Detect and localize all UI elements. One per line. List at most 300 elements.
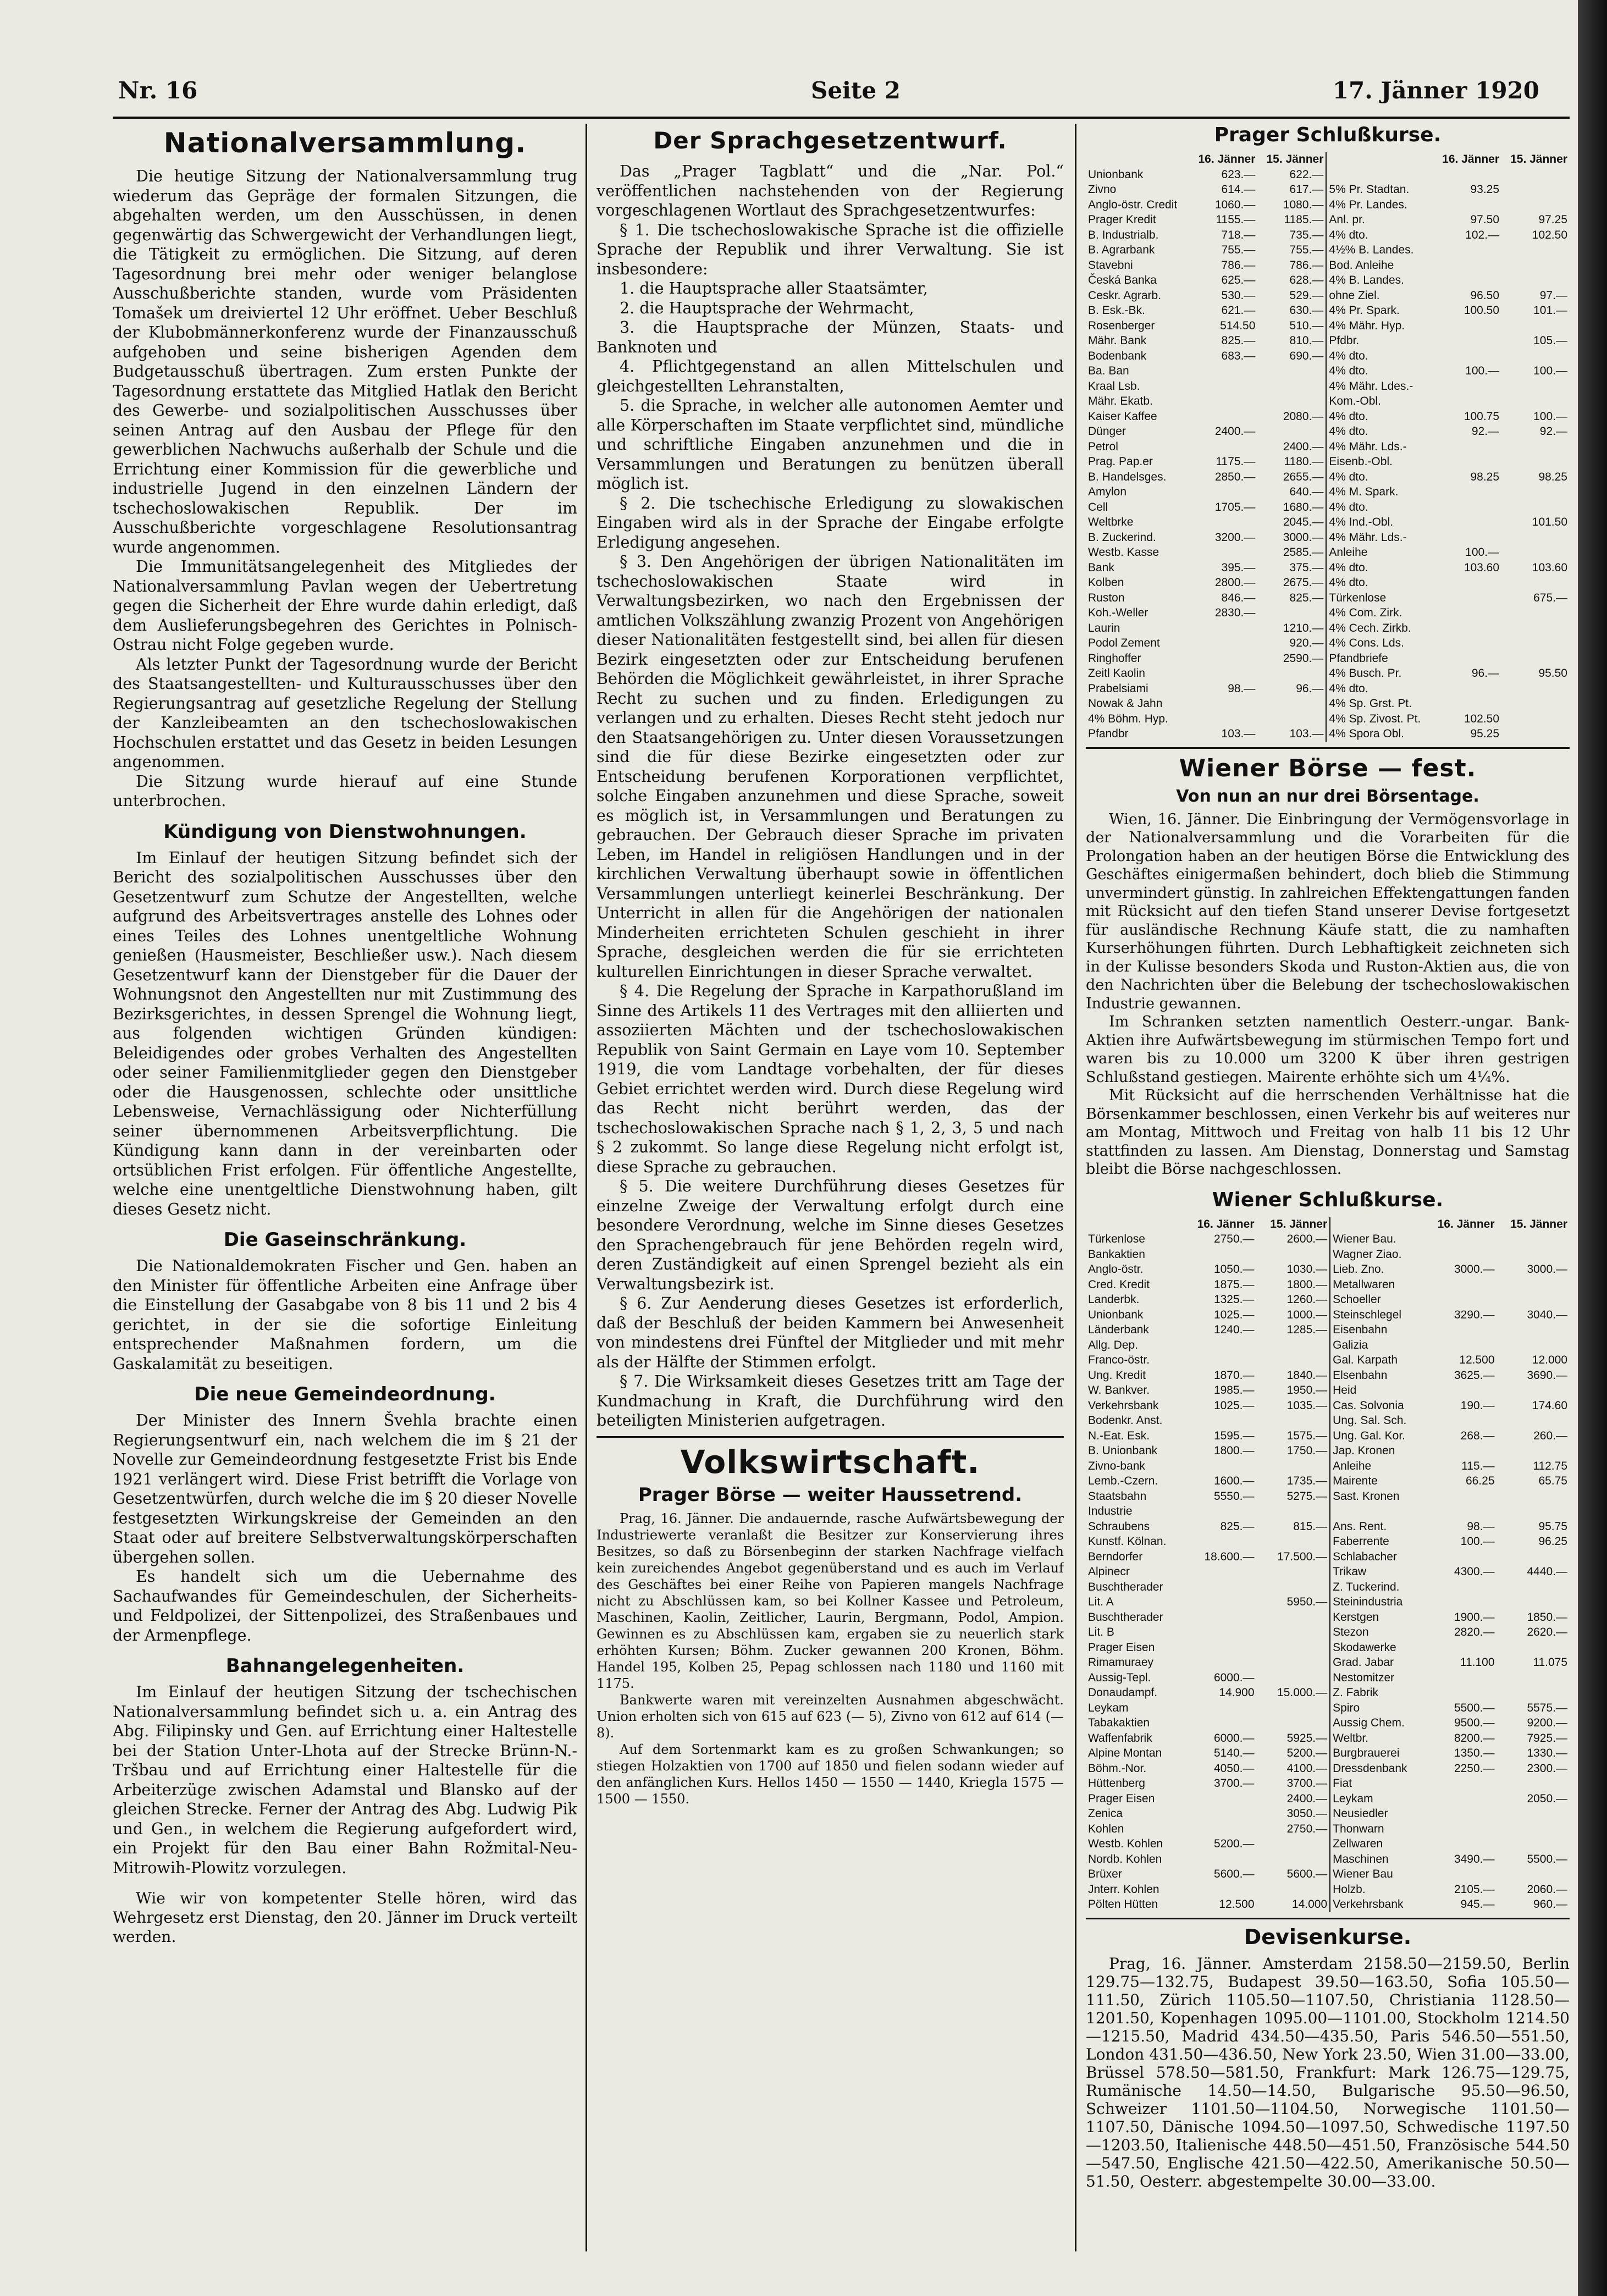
quote-value: 1850.— [1527,1610,1567,1624]
quote-value: 810.— [1289,334,1324,347]
section-title-gemeindeordnung: Die neue Gemeindeordnung. [194,1383,496,1405]
table-row [1086,333,1570,349]
quote-value: 825.— [1220,1520,1255,1533]
quote-value: 15.000.— [1277,1686,1328,1699]
table-row [1086,228,1570,243]
quote-value [1257,605,1326,621]
quote-value: 375.— [1289,561,1324,574]
quote-value: 755.— [1289,244,1324,256]
quote-value: 1060.— [1214,198,1256,211]
quote-value [1257,1882,1330,1897]
security-name: Ung. Gal. Kor. [1330,1428,1424,1444]
quote-value: 1350.— [1454,1747,1495,1759]
quote-value [1424,1580,1496,1595]
table-row [1086,258,1570,273]
quote-value [1424,1640,1496,1655]
quote-value: 1575.— [1286,1429,1328,1442]
security-name: Mähr. Ekatb. [1088,395,1153,407]
column-header: 15. Jänner [1510,1217,1567,1230]
security-name: 4% dto. [1326,424,1433,439]
column-language-law [597,124,1064,2251]
quote-value [1184,1822,1256,1837]
security-name: Petrol [1088,440,1118,453]
quote-value [1184,1534,1256,1549]
table-row [1086,363,1570,379]
paragraph: Die heutige Sitzung der Nationalversammlung trug wiederum das Gepräge der formalen Sitzungen, die abgehalten werden, um den Ausschüssen, in denen gegenwärtig das Schwergewicht der Verhandlungen liegt, die Tätigkeit zu ermöglichen. Die Sitzung, auf deren Tagesordnung brei mehr oder weniger belanglose Ausschußberichte standen, wurde vom Präsidenten Tomašek um dreiviertel 12 Uhr eröffnet. Ueber Beschluß der Klubobmännerkonferenz wurde der Finanzausschuß aufgehoben und seine bisherigen Agenden dem Budgetausschuß übertragen. Zum ersten Punkte der Tagesordnung erstattete das Mitglied Hatlak den Bericht des Gewerbe- und sozialpolitischen Ausschusses über seinen Antrag auf den Ausbau der Pflege für den gewerblichen Nachwuchs außerhalb der Schule und die Errichtung einer Kommission für die gewerbliche und industrielle Jugend in den einzelnen Ländern der tschechoslowakischen Republik. Der im Ausschußberichte vorgeschlagene Resolutionsantrag wurde angenommen. [113,167,577,556]
quote-value [1190,409,1258,424]
quote-value: 1000.— [1286,1308,1328,1321]
quote-value [1424,1549,1496,1565]
quote-value: 2585.— [1283,546,1324,559]
quote-value [1501,500,1570,515]
quote-value [1433,484,1501,500]
quote-value: 2400.— [1286,1792,1328,1805]
security-name: 4% Mähr. Lds.- [1326,530,1433,545]
page-number: Seite 2 [811,77,901,104]
security-name: 4% Ind.-Obl. [1326,515,1433,530]
quote-value: 2400.— [1214,425,1256,438]
quote-value: 3625.— [1454,1368,1495,1382]
security-name: Alpinecr [1088,1565,1130,1578]
table-row [1086,621,1570,636]
quote-value [1424,1232,1496,1247]
security-name: 4% M. Spark. [1326,484,1433,500]
table-row [1086,379,1570,394]
quote-value [1501,545,1570,560]
security-name: Rimamuraey [1088,1656,1154,1669]
quote-value [1433,515,1501,530]
security-name: Bodenkr. Anst. [1088,1414,1163,1427]
quote-value [1497,1322,1570,1338]
quote-value: 5500.— [1527,1852,1567,1866]
security-name: Industrie [1088,1505,1133,1517]
quote-value [1497,1247,1570,1262]
quote-value: 2750.— [1286,1822,1328,1835]
quote-value [1424,1383,1496,1398]
quote-value [1433,590,1501,606]
paragraph: § 6. Zur Aenderung dieses Gesetzes ist erforderlich, daß der Beschluß der beiden Kammern bei Anwesenheit von mindestens drei Fünftel der Mitglieder und mit mehr als der Hälfte der Stimmen erfolgt. [597,1294,1064,1371]
quote-value: 4440.— [1527,1565,1567,1578]
quote-value: 3200.— [1214,531,1256,544]
security-name: Unionbank [1088,168,1144,181]
security-name: Prag. Pap.er [1088,455,1153,468]
table-row [1086,167,1570,183]
quote-value: 846.— [1221,591,1256,604]
quote-value: 9200.— [1527,1717,1567,1729]
quote-value [1190,666,1258,681]
security-name: Sast. Kronen [1330,1489,1424,1504]
table-row [1086,1806,1570,1822]
table-row [1086,1761,1570,1776]
quote-value [1433,696,1501,711]
article-title-sprachgesetz: Der Sprachgesetzentwurf. [653,127,1007,154]
quote-value: 2830.— [1214,606,1256,619]
quote-value [1257,1459,1330,1474]
subtitle-boersentage: Von nun an nur drei Börsentage. [1176,786,1479,806]
quote-value [1497,1292,1570,1307]
table-row [1086,1580,1570,1595]
security-name: Wiener Bau. [1330,1232,1424,1247]
quote-value: 960.— [1533,1898,1567,1911]
security-name: Mairente [1330,1473,1424,1489]
security-name: Heid [1330,1383,1424,1398]
security-name: Prager Eisen [1088,1641,1155,1654]
quote-value [1257,1353,1330,1368]
section-title-gas: Die Gaseinschränkung. [223,1229,467,1251]
quote-value [1497,1277,1570,1293]
section-title-volkswirtschaft: Volkswirtschaft. [680,1443,980,1481]
security-name: Z. Tuckerind. [1330,1580,1424,1595]
quote-value [1190,636,1258,651]
quote-value [1257,379,1326,394]
security-name: Bank [1088,561,1114,574]
quote-value: 3000.— [1527,1263,1567,1276]
security-name: Ba. Ban [1088,365,1129,377]
table-row [1086,545,1570,560]
security-name: Berndorfer [1088,1550,1143,1563]
table-row [1086,1610,1570,1625]
quote-value [1433,500,1501,515]
quote-value: 1080.— [1283,198,1324,211]
prager-quotes-table [1086,152,1570,742]
security-name: 4% Mähr. Lds.- [1326,439,1433,455]
table-row [1086,318,1570,334]
table-row [1086,1701,1570,1716]
quote-value [1433,621,1501,636]
section-title-wiener-schlusskurse: Wiener Schlußkurse. [1212,1188,1444,1211]
table-row [1086,1368,1570,1383]
quote-value [1501,575,1570,590]
table-row [1086,454,1570,470]
table-row [1086,1353,1570,1368]
security-name: N.-Eat. Esk. [1088,1429,1150,1442]
quote-value [1497,1776,1570,1791]
quote-value: 9500.— [1454,1717,1495,1729]
quote-value [1501,711,1570,727]
paragraph: § 1. Die tschechoslowakische Sprache ist die offizielle Sprache der Republik und ihrer Verwaltung. Sie ist insbesondere: [597,220,1064,278]
quote-value [1497,1836,1570,1852]
quote-value: 1680.— [1283,500,1324,514]
quote-value: 3050.— [1286,1807,1328,1820]
quote-value [1190,696,1258,711]
security-name: 4% dto. [1326,228,1433,243]
quote-value [1424,1836,1496,1852]
quote-value: 3700.— [1213,1777,1255,1790]
column-header [1086,152,1190,167]
quote-value [1497,1413,1570,1428]
quote-value: 112.75 [1533,1459,1567,1472]
quote-value [1501,182,1570,197]
security-name: Anleihe [1330,1459,1424,1474]
quote-value: 100.50 [1464,304,1500,317]
security-name: Podol Zement [1088,637,1160,649]
security-name: Ung. Kredit [1088,1368,1146,1382]
security-name: Grad. Jabar [1330,1655,1424,1670]
quote-value: 65.75 [1538,1475,1567,1487]
quote-value [1424,1277,1496,1293]
quote-value: 2655.— [1283,470,1324,483]
quote-value [1433,167,1501,183]
quote-value [1190,545,1258,560]
security-name: Maschinen [1330,1852,1424,1867]
security-name: 4½% B. Landes. [1326,242,1433,258]
security-name: Türkenlose [1088,1233,1145,1245]
security-name: Landerbk. [1088,1293,1140,1306]
security-name: Schraubens [1088,1520,1150,1533]
quote-value [1184,1640,1256,1655]
quote-value: 18.600.— [1204,1550,1255,1563]
quote-value [1497,1670,1570,1686]
table-row [1086,500,1570,515]
page-header [118,77,1539,110]
table-row [1086,1852,1570,1867]
quote-value [1184,1715,1256,1731]
quote-value: 3000.— [1454,1263,1495,1276]
quote-value: 2080.— [1283,410,1324,423]
column-rule-1 [586,124,587,2251]
security-name: Schlabacher [1330,1549,1424,1565]
paragraph: Wien, 16. Jänner. Die Einbringung der Vermögensvorlage in der Nationalversammlung und die Vorarbeiten für die Prolongation haben an der heutigen Börse die Entwicklung des Geschäftes einigermaßen behindert, doch blieb die Stimmung unvermindert günstig. In zahlreichen Effektengattungen fanden mit Rücksicht auf den tiefen Stand unserer Devise fortgesetzt für ausländische Rechnung Käufe statt, die zu namhaften Kurserhöhungen führten. Durch Lebhaftigkeit zeichneten sich in der Kulisse besonders Skoda und Ruston-Aktien aus, die von den Nachrichten über die Belebung der tschechoslowakischen Industrie gewannen. [1086,810,1570,1012]
table-row [1086,288,1570,303]
quote-value [1257,1247,1330,1262]
quote-value [1497,1489,1570,1504]
table-row [1086,1443,1570,1459]
quote-value: 825.— [1221,334,1256,347]
quote-value: 1025.— [1213,1399,1255,1412]
quote-value [1257,1625,1330,1640]
column-header: 16. Jänner [1442,153,1500,165]
quote-value: 102.50 [1532,228,1567,241]
quote-value: 7925.— [1527,1731,1567,1745]
table-row [1086,590,1570,606]
section-title-wiener-boerse: Wiener Börse — fest. [1179,754,1477,782]
quote-value [1497,1594,1570,1610]
list-item: 5. die Sprache, in welcher alle autonomen Aemter und alle Körperschaften im Staate verpflichtet sind, mündliche und schriftliche Eingaben anzunehmen und die in Versammlungen und Beratungen zu benützen überall möglich ist. [597,396,1064,493]
security-name: Stavebni [1088,258,1133,272]
quote-value: 510.— [1289,319,1324,332]
quote-value: 1985.— [1213,1384,1255,1397]
paragraph: Im Einlauf der heutigen Sitzung befindet sich der Bericht des sozialpolitischen Ausschusses über den Gesetzentwurf zum Schutze der Angestellten, welche aufgrund des Arbeitsvertrages anstelle des Lohnes oder eines Teiles des Lohnes unentgeltliche Wohnung genießen (Hausmeister, Beschließer usw.). Nach diesem Gesetzentwurf kann der Dienstgeber für die Dauer der Wohnungsnot den Angestellten nur mit Zustimmung des Bezirksgerichtes, in dessen Sprengel die Wohnung liegt, aus folgenden wichtigen Gründen kündigen: Beleidigendes oder grobes Verhalten des Angestellten oder seiner Familienmitglieder gegen den Dienstgeber oder die Hausgenossen, schlechte oder unsittliche Lebensweise, Vernachlässigung oder Nichterfüllung seiner übernommenen Arbeitsverpflichtung. Die Kündigung kann dann in der vereinbarten oder ortsüblichen Frist erfolgen. Für öffentliche Angestellte, welche eine unentgeltliche Dienstwohnung haben, gilt dieses Gesetz nicht. [113,848,577,1218]
quote-value [1424,1443,1496,1459]
quote-value: 2400.— [1283,440,1324,453]
quote-value: 97.50 [1470,213,1500,226]
quote-value: 5200.— [1286,1747,1328,1759]
section-title-bahn: Bahnangelegenheiten. [225,1655,465,1677]
table-row [1086,484,1570,500]
quote-value [1184,1806,1256,1822]
quote-value [1501,242,1570,258]
quote-value: 12.500 [1459,1354,1495,1366]
security-name: Anglo-östr. [1088,1263,1144,1276]
quote-value [1424,1822,1496,1837]
quote-value: 530.— [1221,289,1256,302]
article-title-nationalversammlung: Nationalversammlung. [163,127,527,159]
security-name: Westb. Kohlen [1088,1837,1163,1850]
quote-value: 115.— [1461,1459,1495,1472]
column-rule-2 [1075,124,1076,2251]
quote-value [1501,530,1570,545]
security-name: 4% dto. [1326,560,1433,576]
table-row [1086,1428,1570,1444]
quote-value: 98.— [1467,1520,1495,1533]
security-name: Faberrente [1330,1534,1424,1549]
quote-value: 2050.— [1527,1792,1567,1805]
security-name: Anl. pr. [1326,212,1433,228]
table-row [1086,1594,1570,1610]
table-row [1086,1640,1570,1655]
security-name: Kolben [1088,576,1124,589]
quote-value: 1950.— [1286,1384,1328,1397]
security-name: B. Industrialb. [1088,228,1159,241]
quote-value [1257,1715,1330,1731]
security-name: Bodenbank [1088,349,1147,362]
quote-value [1257,1655,1330,1670]
security-name: Buschtherader [1088,1610,1163,1624]
quote-value: 5200.— [1213,1837,1255,1850]
security-name: Fiat [1330,1776,1424,1791]
security-name: Kohlen [1088,1822,1124,1835]
quote-value: 102.— [1465,228,1500,241]
security-name: Burgbrauerei [1330,1746,1424,1761]
table-row [1086,349,1570,364]
security-name: 4% Pr. Spark. [1326,303,1433,318]
quote-value: 622.— [1289,168,1324,181]
quote-value: 735.— [1289,228,1324,241]
quote-value: 1900.— [1454,1610,1495,1624]
security-name: Amylon [1088,485,1127,498]
quote-value [1501,484,1570,500]
quote-value [1497,1806,1570,1822]
quote-value: 100.— [1465,365,1500,377]
security-name: Z. Fabrik [1330,1685,1424,1701]
quote-value: 2300.— [1527,1762,1567,1775]
quote-value: 103.— [1289,727,1324,740]
table-row [1086,1232,1570,1247]
quote-value: 1185.— [1284,213,1324,226]
quote-value: 14.000 [1291,1898,1328,1911]
table-row [1086,1882,1570,1897]
quote-value [1184,1564,1256,1580]
quote-value [1424,1247,1496,1262]
quote-value [1257,1338,1330,1353]
security-name: Thonwarn [1330,1822,1424,1837]
quote-value: 98.25 [1538,470,1567,483]
column-header: 15. Jänner [1510,153,1567,165]
quote-value: 11.100 [1460,1656,1495,1669]
security-name: 4% Cech. Zirkb. [1326,621,1433,636]
quote-value: 2600.— [1286,1233,1328,1245]
quote-value [1501,197,1570,213]
quote-value: 630.— [1289,304,1324,317]
security-name: Verkehrsbank [1330,1897,1424,1912]
security-name: Holzb. [1330,1882,1424,1897]
quote-value: 12.000 [1532,1354,1567,1366]
quote-value: 5575.— [1527,1701,1567,1714]
quote-value [1424,1867,1496,1882]
quote-value: 5925.— [1286,1731,1328,1745]
quote-value [1501,273,1570,288]
quote-value [1190,363,1258,379]
quote-value: 97.25 [1538,213,1567,226]
security-name: Gal. Karpath [1330,1353,1424,1368]
quote-value: 268.— [1460,1429,1495,1442]
security-name: Wagner Ziao. [1330,1247,1424,1262]
quote-value: 683.— [1221,349,1256,362]
quote-value [1257,1701,1330,1716]
header-rule [113,117,1570,119]
table-row [1086,1398,1570,1414]
security-name: 4% dto. [1326,470,1433,485]
table-row [1086,1564,1570,1580]
quote-value: 102.50 [1464,712,1500,725]
quote-value: 5275.— [1286,1489,1328,1503]
quote-value [1433,273,1501,288]
table-row [1086,1746,1570,1761]
security-name: Türkenlose [1326,590,1433,606]
quote-value: 96.— [1296,682,1324,695]
security-name: Westb. Kasse [1088,546,1159,559]
quote-value [1501,318,1570,334]
paragraph: Prag, 16. Jänner. Die andauernde, rasche Aufwärtsbewegung der Industriewerte veranlaßt die Besitzer zur Konservierung ihres Besitzes, so daß zu Börsenbeginn der starken Nachfrage vielfach kein zureichendes Angebot gegenüberstand und es auch im Verlauf des Geschäftes bei einer Reihe von Papieren mangels Nachfrage nicht zu Abschlüssen kam, so bei Kollner Kassee und Petroleum, Maschinen, Kaolin, Zeitlicher, Laurin, Bergmann, Podol, Ampion. Gewinnen es zu Abschlüssen kam, ergaben sie zu neuerlich stark erhöhten Kursen; Böhm. Zucker gewannen 200 Kronen, Böhm. Handel 195, Kolben 25, Pepag schlossen nach 1180 und 1160 mit 1175. [597,1510,1064,1691]
paragraph: Im Schranken setzten namentlich Oesterr.-ungar. Bank-Aktien ihre Aufwärtsbewegung im stürmischen Tempo fort und waren bis zu 10.000 um 3200 K über ihren gestrigen Schlußstand gestiegen. Mairente erhöhte sich um 4¼%. [1086,1013,1570,1086]
quote-value: 825.— [1289,591,1324,604]
paragraph: § 3. Den Angehörigen der übrigen Nationalitäten im tschechoslowakischen Staate wird in Verwaltungsbezirken, wo nach den Ergebnissen der amtlichen Volkszählung zwanzig Prozent von Angehörigen dieser Nationalitäten festgestellt sind, bei allen für diesen Bezirk eingesetzten oder zur Entscheidung berufenen Behörden die Möglichkeit gewährleistet, in ihrer Sprache Recht zu suchen und zu finden. Erledigungen zu verlangen und zu erhalten. Dieses Recht steht jedoch nur den Staatsangehörigen zu. Unter diesen Voraussetzungen sind die für diese Bezirke eingesetzten oder zur Entscheidung berufenen Korporationen verpflichtet, solche Eingaben anzunehmen und diese Sprache, soweit es möglich ist, in Versammlungen und Beratungen zu gebrauchen. Der Gebrauch dieser Sprache im privaten Leben, im Handel in religiösen Handlungen und in der kirchlichen Verwaltung überhaupt sowie in öffentlichen Versammlungen unterliegt keinerlei Beschränkung. Der Unterricht in allen für die Angehörigen der nationalen Minderheiten errichteten Schulen geschieht in ihrer Sprache, desgleichen werden die für sie errichteten kulturellen Einrichtungen in dieser Sprache verwaltet. [597,553,1064,981]
quote-value [1190,711,1258,727]
security-name: Tabakaktien [1088,1717,1150,1729]
quote-value [1190,515,1258,530]
table-row [1086,1897,1570,1912]
security-name: Ceskr. Agrarb. [1088,289,1162,302]
quote-value [1433,681,1501,697]
security-name: Ringhoffer [1088,652,1141,665]
security-name: Zenica [1088,1807,1123,1820]
security-name: B. Unionbank [1088,1444,1158,1457]
quote-value [1501,258,1570,273]
security-name: 4% dto. [1326,681,1433,697]
quote-value: 628.— [1289,274,1324,286]
quote-value [1257,666,1326,681]
quote-value: 17.500.— [1277,1550,1328,1563]
security-name: Buschtherader [1088,1580,1163,1593]
security-name: Zeitl Kaolin [1088,667,1145,680]
section-divider [1086,1918,1570,1919]
security-name: Nordb. Kohlen [1088,1852,1162,1866]
security-name: Kerstgen [1330,1610,1424,1625]
quote-value [1424,1670,1496,1686]
quote-value [1433,651,1501,666]
quote-value: 8200.— [1454,1731,1495,1745]
quote-value: 174.60 [1532,1399,1567,1412]
table-row [1086,1519,1570,1535]
quote-value [1184,1701,1256,1716]
quote-value: 514.50 [1220,319,1256,332]
table-row [1086,1534,1570,1549]
quote-value [1497,1640,1570,1655]
table-header-row [1086,1217,1570,1232]
quote-value [1184,1504,1256,1519]
quote-value: 690.— [1289,349,1324,362]
column-header [1330,1217,1424,1232]
paragraph: § 4. Die Regelung der Sprache in Karpathorußland im Sinne des Artikels 11 des Vertrages mit den alliierten und assoziierten Mächten und der tschechoslowakischen Republik von Saint Germain en Laye vom 10. September 1919, die vom Landtage vorbehalten, der für dieses Gebiet errichtet werden wird. Durch diese Regelung wird das Recht nicht berührt werden, das der tschechoslowakischen Sprache nach § 1, 2, 3, 5 und nach § 2 zukommt. So lange diese Regelung nicht erfolgt ist, diese Sprache zu gebrauchen. [597,982,1064,1176]
security-name: Staatsbahn [1088,1489,1147,1503]
security-name: Lit. A [1088,1596,1114,1608]
quote-value: 1750.— [1286,1444,1328,1457]
table-row [1086,666,1570,681]
quote-value: 614.— [1221,183,1256,196]
quote-value: 2590.— [1283,652,1324,665]
exchange-rates-text: Prag, 16. Jänner. Amsterdam 2158.50—2159.50, Berlin 129.75—132.75, Budapest 39.50—163.50, Sofia 105.50—111.50, Zürich 1105.50—1107.50, Christiania 1128.50—1201.50, Kopenhagen 1095.00—1101.00, Stockholm 1214.50—1215.50, Madrid 434.50—435.50, Paris 546.50—551.50, London 431.50—436.50, New York 23.50, Wien 31.00—33.00, Brüssel 578.50—581.50, Frankfurt: Mark 126.75—129.75, Rumänische 14.50—14.50, Bulgarische 95.50—96.50, Schweizer 1101.50—1104.50, Norwegische 1101.50—1107.50, Dänische 1094.50—1097.50, Schwedische 1197.50—1203.50, Italienische 448.50—451.50, Französische 544.50—547.50, Englische 421.50—422.50, Amerikanische 50.50—51.50, Oesterr. abgestempelte 30.00—33.00. [1086,1954,1570,2190]
quote-value: 11.075 [1533,1656,1567,1669]
